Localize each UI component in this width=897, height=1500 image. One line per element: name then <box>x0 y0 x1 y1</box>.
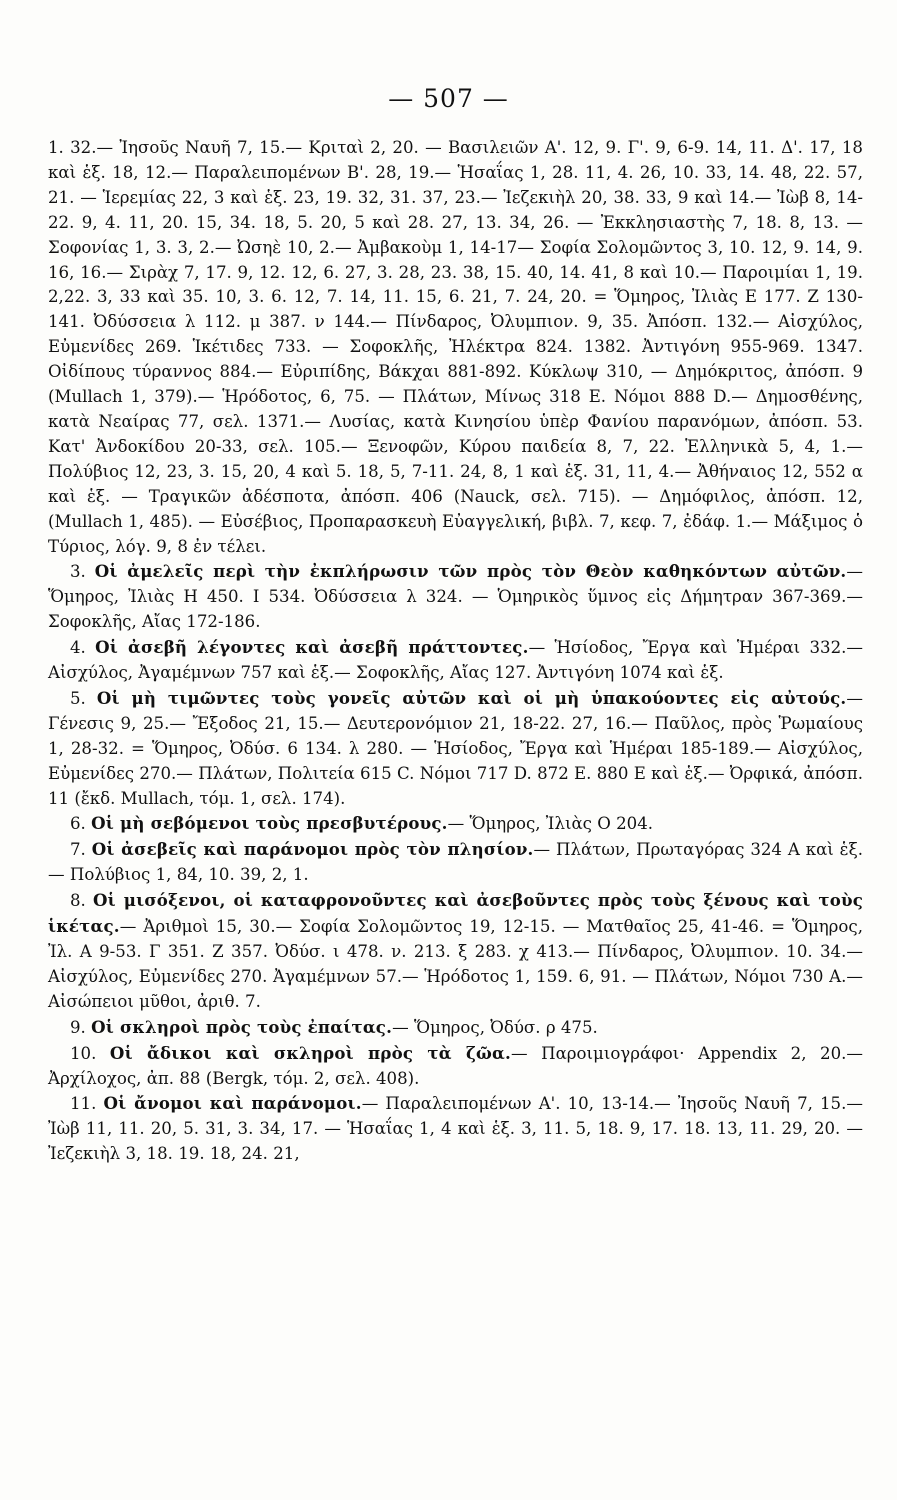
entry-heading: Οἱ μὴ τιμῶντες τοὺς γονεῖς αὐτῶν καὶ οἱ μὴ ὑπακούοντες εἰς αὐτούς. <box>96 687 847 708</box>
entry-10 <box>48 1041 863 1092</box>
entry-text: — Γένεσις 9, 25.— Ἔξοδος 21, 15.— Δευτερονόμιον 21, 18-22. 27, 16.— Παῦλος, πρὸς Ῥωμαίους 1, 28-32. = Ὅμηρος, Ὀδύσ. 6 134. λ 280. — Ἡσίοδος, Ἔργα καὶ Ἡμέραι 185-189.— Αἰσχύλος, Εὐμενίδες 270.— Πλάτων, Πολιτεία 615 C. Νόμοι 717 D. 872 E. 880 E καὶ ἑξ.— Ὀρφικά, ἀπόσπ. 11 (ἔκδ. Mullach, τόμ. 1, σελ. 174). <box>48 688 863 808</box>
entry-number: 6. <box>70 814 86 834</box>
entry-text: — Πλάτων, Πρωταγόρας 324 Α καὶ ἑξ.— Πολύβιος 1, 84, 10. 39, 2, 1. <box>48 840 863 885</box>
entry-heading: Οἱ ἄδικοι καὶ σκληροὶ πρὸς τὰ ζῶα. <box>109 1042 511 1063</box>
entry-11 <box>48 1091 863 1167</box>
entry-text: 1. 32.— Ἰησοῦς Ναυῆ 7, 15.— Κριταὶ 2, 20. — Βασιλειῶν Α'. 12, 9. Γ'. 9, 6-9. 14, 11. Δ'. 17, 18 καὶ ἑξ. 18, 12.— Παραλειπομένων Β'. 28, 19.— Ἡσαΐας 1, 28. 11, 4. 26, 10. 33, 14. 48, 22. 57, 21. — Ἱερεμίας 22, 3 καὶ ἑξ. 23, 19. 32, 31. 37, 23.— Ἰεζεκιὴλ 20, 38. 33, 9 καὶ 14.— Ἰὼβ 8, 14-22. 9, 4. 11, 20. 15, 34. 18, 5. 20, 5 καὶ 28. 27, 13. 34, 26. — Ἐκκλησιαστὴς 7, 18. 8, 13. — Σοφονίας 1, 3. 3, 2.— Ὠσηὲ 10, 2.— Ἀμβακοὺμ 1, 14-17— Σοφία Σολομῶντος 3, 10. 12, 9. 14, 9. 16, 16.— Σιρὰχ 7, 17. 9, 12. 12, 6. 27, 3. 28, 23. 38, 15. 40, 14. 41, 8 καὶ 10.— Παροιμίαι 1, 19. 2,22. 3, 33 καὶ 35. 10, 3. 6. 12, 7. 14, 11. 15, 6. 21, 7. 24, 20. = Ὅμηρος, Ἰλιὰς Ε 177. Ζ 130-141. Ὀδύσσεια λ 112. μ 387. ν 144.— Πίνδαρος, Ὀλυμπιον. 9, 35. Ἀπόσπ. 132.— Αἰσχύλος, Εὐμενίδες 269. Ἱκέτιδες 733. — Σοφοκλῆς, Ἠλέκτρα 824. 1382. Ἀντιγόνη 955-969. 1347. Οἰδίπους τύραννος 884.— Εὐριπίδης, Βάκχαι 881-892. Κύκλωψ 310, — Δημόκριτος, ἀπόσπ. 9 (Mullach 1, 379).— Ἡρόδοτος, 6, 75. — Πλάτων, Μίνως 318 Ε. Νόμοι 888 D.— Δημοσθένης, κατὰ Νεαίρας 77, σελ. 1371.— Λυσίας, κατὰ Κινησίου ὑπὲρ Φανίου παρανόμων, ἀπόσπ. 53. Κατ' Ἀνδοκίδου 20-33, σελ. 105.— Ξενοφῶν, Κύρου παιδεία 8, 7, 22. Ἑλληνικὰ 5, 4, 1.— Πολύβιος 12, 23, 3. 15, 20, 4 καὶ 5. 18, 5, 7-11. 24, 8, 1 καὶ ἑξ. 31, 11, 4.— Ἀθήναιος 12, 552 α καὶ ἑξ. — Τραγικῶν ἀδέσποτα, ἀπόσπ. 406 (Nauck, σελ. 715). — Δημόφιλος, ἀπόσπ. 12, (Mullach 1, 485). — Εὐσέβιος, Προπαρασκευὴ Εὐαγγελική, βιβλ. 7, κεφ. 7, ἐδάφ. 1.— Μάξιμος ὁ Τύριος, λόγ. 9, 8 ἐν τέλει. <box>48 138 863 556</box>
entry-heading: Οἱ σκληροὶ πρὸς τοὺς ἐπαίτας. <box>91 1016 393 1037</box>
entry-number: 8. <box>70 891 86 911</box>
text-body <box>48 136 863 1167</box>
entry-text: — Ὅμηρος, Ἰλιὰς Ο 204. <box>447 814 654 834</box>
entry-number: 9. <box>70 1017 86 1037</box>
entry-4 <box>48 635 863 686</box>
entry-6 <box>48 811 863 837</box>
entry-text: — Ἀριθμοὶ 15, 30.— Σοφία Σολομῶντος 19, 12-15. — Ματθαῖος 25, 41-46. = Ὅμηρος, Ἰλ. Α 9-53. Γ 351. Ζ 357. Ὀδύσ. ι 478. ν. 213. ξ 283. χ 413.— Πίνδαρος, Ὀλυμπιον. 10. 34.— Αἰσχύλος, Εὐμενίδες 270. Ἀγαμέμνων 57.— Ἡρόδοτος 1, 159. 6, 91. — Πλάτων, Νόμοι 730 Α.— Αἰσώπειοι μῦθοι, ἀριθ. 7. <box>48 917 863 1011</box>
entry-number: 10. <box>70 1043 97 1063</box>
entry-text: — Ἡσίοδος, Ἔργα καὶ Ἡμέραι 332.— Αἰσχύλος, Ἀγαμέμνων 757 καὶ ἑξ.— Σοφοκλῆς, Αἴας 127. Ἀντιγόνη 1074 καὶ ἑξ. <box>48 638 863 683</box>
entry-heading: Οἱ ἀμελεῖς περὶ τὴν ἐκπλήρωσιν τῶν πρὸς τὸν Θεὸν καθηκόντων αὐτῶν. <box>94 561 847 582</box>
entry-number: 3. <box>70 562 86 582</box>
entry-9 <box>48 1015 863 1041</box>
entry-number: 11. <box>70 1094 97 1114</box>
entry-heading: Οἱ ἄνομοι καὶ παράνομοι. <box>103 1093 362 1114</box>
entry-text: — Παροιμιογράφοι· Appendix 2, 20.— Ἀρχίλοχος, ἀπ. 88 (Bergk, τόμ. 2, σελ. 408). <box>48 1043 863 1088</box>
entry-heading: Οἱ ἀσεβῆ λέγοντες καὶ ἀσεβῆ πράττοντες. <box>95 637 529 658</box>
entry-heading: Οἱ ἀσεβεῖς καὶ παράνομοι πρὸς τὸν πλησίον. <box>91 839 534 860</box>
entry-number: 4. <box>70 638 86 658</box>
page-number: — 507 — <box>388 84 509 113</box>
entry-heading: Οἱ μισόξενοι, οἱ καταφρονοῦντες καὶ ἀσεβοῦντες πρὸς τοὺς ξένους καὶ τοὺς ἱκέτας. <box>48 890 863 937</box>
entry-number: 7. <box>70 840 86 860</box>
entry-5 <box>48 686 863 812</box>
entry-number: 5. <box>70 688 86 708</box>
entry-text: — Ὅμηρος, Ἰλιὰς Η 450. Ι 534. Ὀδύσσεια λ 324. — Ὁμηρικὸς ὕμνος εἰς Δήμητραν 367-369.— Σοφοκλῆς, Αἴας 172-186. <box>48 562 863 632</box>
entry-heading: Οἱ μὴ σεβόμενοι τοὺς πρεσβυτέρους. <box>91 813 448 834</box>
entry-continuation <box>48 136 863 559</box>
entry-text: — Παραλειπομένων Α'. 10, 13-14.— Ἰησοῦς Ναυῆ 7, 15.— Ἰὼβ 11, 11. 20, 5. 31, 3. 34, 17. — Ἡσαΐας 1, 4 καὶ ἑξ. 3, 11. 5, 18. 9, 17. 18. 13, 11. 29, 20. — Ἰεζεκιὴλ 3, 18. 19. 18, 24. 21, <box>48 1094 863 1164</box>
entry-8 <box>48 888 863 1015</box>
entry-7 <box>48 837 863 888</box>
entry-text: — Ὅμηρος, Ὀδύσ. ρ 475. <box>392 1017 598 1037</box>
entry-3 <box>48 559 863 635</box>
